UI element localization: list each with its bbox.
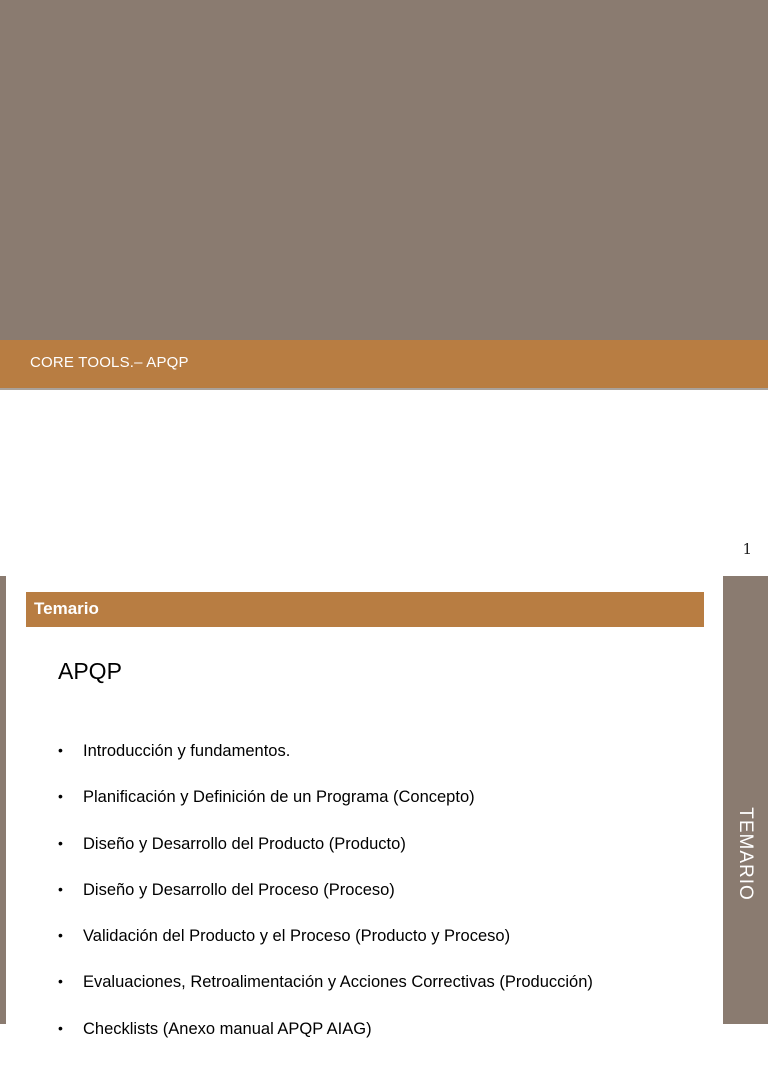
list-item-text: Diseño y Desarrollo del Proceso (Proceso) — [83, 880, 395, 899]
title-slide-top-panel — [0, 0, 768, 340]
section-header-label: Temario — [34, 599, 99, 618]
section-header — [26, 592, 704, 627]
list-item — [58, 881, 593, 927]
list-item-text: Diseño y Desarrollo del Producto (Producto) — [83, 834, 406, 853]
topic-list — [58, 742, 593, 1066]
list-item — [58, 973, 593, 1019]
content-heading: APQP — [58, 658, 122, 684]
bullet-icon: • — [58, 927, 63, 944]
right-side-panel — [723, 576, 768, 1024]
list-item — [58, 742, 593, 788]
list-item-text: Introducción y fundamentos. — [83, 742, 291, 760]
side-label: TEMARIO — [735, 807, 756, 901]
list-item-text: Evaluaciones, Retroalimentación y Acciones Correctivas (Producción) — [83, 973, 593, 992]
page-number: 1 — [742, 540, 752, 558]
agenda-slide — [0, 576, 768, 1038]
list-item — [58, 927, 593, 973]
list-item — [58, 1020, 593, 1066]
list-item-text: Validación del Producto y el Proceso (Producto y Proceso) — [83, 927, 511, 946]
list-item — [58, 835, 593, 881]
bullet-icon: • — [58, 1019, 63, 1036]
bullet-icon: • — [58, 788, 63, 805]
bullet-icon: • — [58, 880, 63, 897]
title-band — [0, 340, 768, 390]
bullet-icon: • — [58, 834, 63, 851]
presentation-title: CORE TOOLS.– APQP — [30, 354, 189, 371]
bullet-icon: • — [58, 742, 63, 758]
list-item-text: Checklists (Anexo manual APQP AIAG) — [83, 1019, 372, 1038]
list-item — [58, 788, 593, 834]
left-accent-bar — [0, 576, 6, 1024]
list-item-text: Planificación y Definición de un Programa (Concepto) — [83, 788, 475, 807]
bullet-icon: • — [58, 973, 63, 990]
